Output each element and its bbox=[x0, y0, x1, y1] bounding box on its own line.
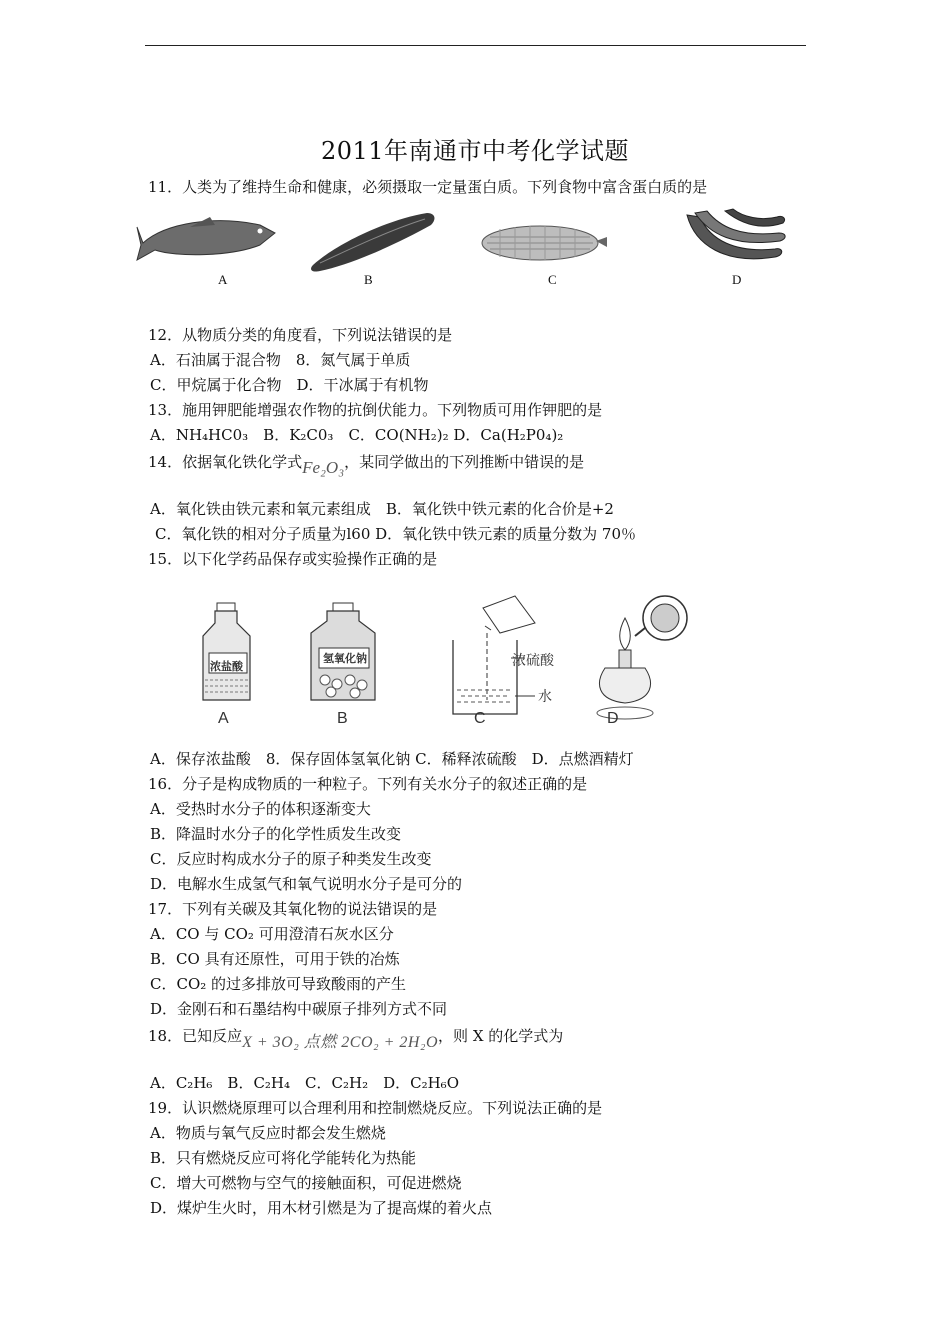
banana-image bbox=[687, 209, 785, 259]
q11-stem: 11．人类为了维持生命和健康，必须摄取一定量蛋白质。下列食物中富含蛋白质的是 bbox=[148, 178, 708, 196]
q12-options-row1: A．石油属于混合物 8．氮气属于单质 bbox=[150, 351, 411, 369]
q15-label-a: A bbox=[218, 710, 229, 727]
reagent-bottle-a bbox=[203, 603, 250, 700]
q19-option-b: B．只有燃烧反应可将化学能转化为热能 bbox=[150, 1149, 417, 1167]
q11-label-b: B bbox=[364, 272, 373, 287]
bottle-label-a: 浓盐酸 bbox=[210, 661, 243, 673]
bottle-label-b: 氢氧化钠 bbox=[323, 653, 367, 665]
q16-option-c: C．反应时构成水分子的原子种类发生改变 bbox=[150, 850, 432, 868]
q16-stem: 16．分子是构成物质的一种粒子。下列有关水分子的叙述正确的是 bbox=[148, 775, 588, 793]
q15-options: A．保存浓盐酸 8．保存固体氢氧化钠 C．稀释浓硫酸 D．点燃酒精灯 bbox=[150, 750, 634, 768]
q18-stem-before: 18．已知反应 bbox=[148, 1027, 243, 1045]
q18-options: A．C₂H₆ B．C₂H₄ C．C₂H₂ D．C₂H₆O bbox=[150, 1074, 459, 1092]
q17-option-c: C．CO₂ 的过多排放可导致酸雨的产生 bbox=[150, 975, 407, 993]
corn-image bbox=[482, 226, 607, 260]
header-rule bbox=[145, 45, 806, 46]
alcohol-lamp bbox=[597, 596, 687, 719]
q15-stem: 15．以下化学药品保存或实验操作正确的是 bbox=[148, 550, 438, 568]
q11-label-c: C bbox=[548, 272, 557, 287]
q14-stem-after: ，某同学做出的下列推断中错误的是 bbox=[344, 453, 585, 471]
q18-equation: X + 3O₂ 点燃 2CO₂ + 2H₂O bbox=[242, 1034, 439, 1051]
q16-option-a: A．受热时水分子的体积逐渐变大 bbox=[150, 800, 371, 818]
page-title: 2011年南通市中考化学试题 bbox=[320, 137, 630, 165]
q19-stem: 19．认识燃烧原理可以合理利用和控制燃烧反应。下列说法正确的是 bbox=[148, 1099, 603, 1117]
q17-option-b: B．CO 具有还原性，可用于铁的冶炼 bbox=[150, 950, 400, 968]
q12-stem: 12．从物质分类的角度看，下列说法错误的是 bbox=[148, 326, 453, 344]
q14-options-row2: C．氧化铁的相对分子质量为l60 D．氧化铁中铁元素的质量分数为 70％ bbox=[155, 525, 637, 543]
q14-stem-before: 14．依据氧化铁化学式 bbox=[148, 453, 303, 471]
q19-option-a: A．物质与氧气反应时都会发生燃烧 bbox=[150, 1124, 386, 1142]
fish-image bbox=[137, 217, 275, 260]
q13-stem: 13．施用钾肥能增强农作物的抗倒伏能力。下列物质可用作钾肥的是 bbox=[148, 401, 603, 419]
q15-label-c: C bbox=[474, 710, 486, 727]
q11-label-a: A bbox=[218, 272, 228, 287]
q17-stem: 17．下列有关碳及其氧化物的说法错误的是 bbox=[148, 900, 438, 918]
q11-label-d: D bbox=[732, 272, 742, 287]
beaker-label: 浓硫酸 bbox=[512, 652, 554, 668]
q13-options: A．NH₄HC0₃ B．K₂C0₃ C．CO(NH₂)₂ D．Ca(H₂P0₄)₂ bbox=[150, 426, 564, 444]
q17-option-d: D．金刚石和石墨结构中碳原子排列方式不同 bbox=[150, 1000, 448, 1018]
q16-option-d: D．电解水生成氢气和氧气说明水分子是可分的 bbox=[150, 875, 463, 893]
q19-option-d: D．煤炉生火时，用木材引燃是为了提高煤的着火点 bbox=[150, 1199, 493, 1217]
q16-option-b: B．降温时水分子的化学性质发生改变 bbox=[150, 825, 402, 843]
water-label: 水 bbox=[538, 688, 552, 704]
q15-label-b: B bbox=[337, 710, 348, 727]
q18-stem-after: ，则 X 的化学式为 bbox=[438, 1027, 564, 1045]
q12-options-row2: C．甲烷属于化合物 D．干冰属于有机物 bbox=[150, 376, 429, 394]
q15-lab-figures bbox=[195, 588, 705, 733]
q15-label-d: D bbox=[607, 710, 619, 727]
cucumber-image bbox=[311, 213, 434, 272]
q11-food-images bbox=[135, 205, 815, 295]
q14-options-row1: A．氧化铁由铁元素和氧元素组成 B．氧化铁中铁元素的化合价是+2 bbox=[150, 500, 614, 518]
q18-stem bbox=[148, 1026, 564, 1051]
q19-option-c: C．增大可燃物与空气的接触面积，可促进燃烧 bbox=[150, 1174, 462, 1192]
q14-stem bbox=[148, 452, 585, 477]
q17-option-a: A．CO 与 CO₂ 可用澄清石灰水区分 bbox=[150, 925, 394, 943]
q14-formula: Fe₂O₃ bbox=[302, 458, 345, 477]
